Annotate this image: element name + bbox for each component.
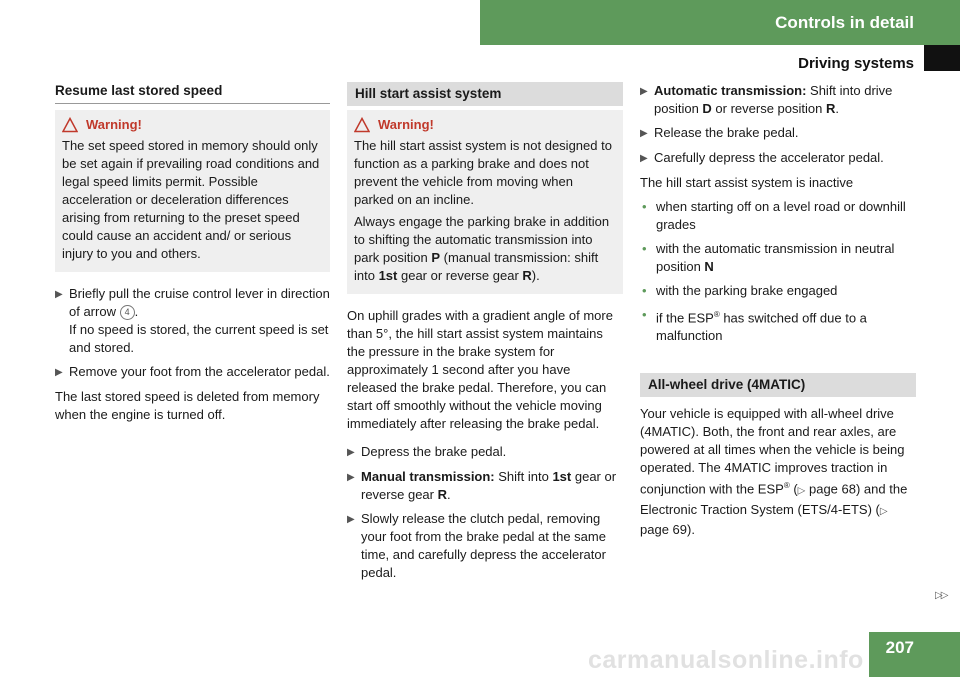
warning-box-hill <box>347 110 623 294</box>
list-item <box>55 285 330 357</box>
column-2 <box>347 82 623 588</box>
warning-box-resume <box>55 110 330 272</box>
bullet-icon: • <box>642 241 647 256</box>
warning-text-2: Always engage the parking brake in addition to shifting the automatic transmission into park position P (manual transmission: shift into 1st gear or reverse gear R). <box>354 214 610 283</box>
resume-speed-heading: Resume last stored speed <box>55 82 330 104</box>
watermark: carmanualsonline.info <box>588 646 864 674</box>
step-text: Carefully depress the accelerator pedal. <box>654 150 884 165</box>
body-paragraph: On uphill grades with a gradient angle of more than 5°, the hill start assist system maintains the pressure in the brake system for approximately 1 second after you have released the brake pedal. Therefore, you can start off smoothly without the vehicle moving immediately after releasing the brake pedal. <box>347 308 613 431</box>
page-reference-icon: ▷ <box>879 505 888 517</box>
all-wheel-drive-heading: All-wheel drive (4MATIC) <box>640 373 916 397</box>
warning-icon <box>354 117 370 133</box>
step-arrow-icon: ▶ <box>55 367 63 378</box>
step-text-end: . <box>134 304 139 319</box>
warning-label: Warning! <box>378 117 434 132</box>
list-item <box>640 198 916 234</box>
column-3 <box>640 82 916 545</box>
bullet-icon: • <box>642 307 647 322</box>
step-arrow-icon: ▶ <box>347 447 355 458</box>
inactive-intro: The hill start assist system is inactive <box>640 175 854 190</box>
header-marker <box>924 45 960 71</box>
section-title: Driving systems <box>798 55 914 72</box>
callout-number: 4 <box>120 305 135 320</box>
body-paragraph: Your vehicle is equipped with all-wheel drive (4MATIC). Both, the front and rear axles, are powered at all times when the vehicle is being operated. The 4MATIC improves traction in conjunction with the ESP® (▷ page 68) and the Electronic Traction System (ETS/4-ETS) (▷ page 69). <box>640 406 908 537</box>
list-item <box>347 468 623 504</box>
step-note: If no speed is stored, the current speed is set and stored. <box>69 322 329 355</box>
step-text: Depress the brake pedal. <box>361 444 507 459</box>
body-paragraph: The last stored speed is deleted from memory when the engine is turned off. <box>55 389 320 422</box>
chapter-title: Controls in detail <box>775 13 914 32</box>
step-text: Slowly release the clutch pedal, removing your foot from the brake pedal at the same time, and carefully depress the accelerator pedal. <box>361 511 606 580</box>
step-text: Release the brake pedal. <box>654 125 799 140</box>
list-item <box>640 149 916 168</box>
step-arrow-icon: ▶ <box>347 514 355 525</box>
bullet-text: with the automatic transmission in neutral position N <box>656 241 895 274</box>
list-item <box>640 124 916 143</box>
list-item <box>347 510 623 582</box>
page-number-box <box>869 632 960 677</box>
list-item <box>640 282 916 300</box>
page-number: 207 <box>885 638 914 657</box>
list-item <box>640 306 916 345</box>
bullet-icon: • <box>642 199 647 214</box>
column-1 <box>55 82 330 430</box>
step-arrow-icon: ▶ <box>640 86 648 97</box>
list-item <box>640 240 916 276</box>
warning-label: Warning! <box>86 117 142 132</box>
hill-start-heading: Hill start assist system <box>347 82 623 106</box>
page-reference-icon: ▷ <box>797 485 806 497</box>
warning-text: The set speed stored in memory should only be set again if prevailing road conditions and legal speed limits permit. Possible acceleration or deceleration differences arising from returning to the preset speed could cause an accident and/ or serious injury to you and others. <box>62 138 320 261</box>
bullet-text: when starting off on a level road or downhill grades <box>656 199 906 232</box>
step-arrow-icon: ▶ <box>640 128 648 139</box>
continued-icon: ▷▷ <box>935 590 947 601</box>
list-item <box>640 82 916 118</box>
step-text: Briefly pull the cruise control lever in direction of arrow <box>69 286 330 319</box>
bullet-text: if the ESP® has switched off due to a malfunction <box>656 310 867 344</box>
list-item <box>55 363 330 382</box>
warning-text: The hill start assist system is not designed to function as a parking brake and does not prevent the vehicle from moving when parked on an incline. <box>354 138 612 207</box>
step-text: Remove your foot from the accelerator pedal. <box>69 364 330 379</box>
step-arrow-icon: ▶ <box>347 472 355 483</box>
bullet-text: with the parking brake engaged <box>656 283 838 298</box>
bullet-icon: • <box>642 283 647 298</box>
step-text: Manual transmission: Shift into 1st gear or reverse gear R. <box>361 469 617 502</box>
warning-icon <box>62 117 78 133</box>
step-arrow-icon: ▶ <box>55 289 63 300</box>
step-text: Automatic transmission: Shift into drive position D or reverse position R. <box>654 83 893 116</box>
step-arrow-icon: ▶ <box>640 153 648 164</box>
list-item <box>347 443 623 462</box>
